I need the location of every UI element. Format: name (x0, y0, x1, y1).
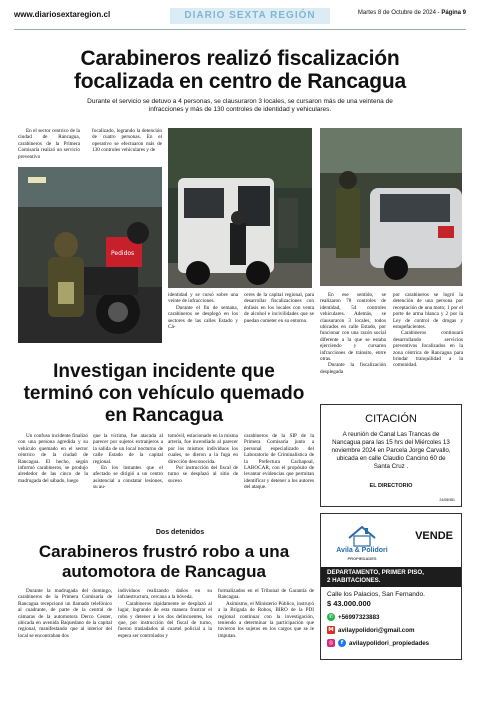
site-url[interactable]: www.diariosextaregion.cl (14, 10, 111, 19)
issue-date: Martes 8 de Octubre de 2024 - Página 9 (357, 10, 466, 16)
article2-col3: tomóvil, estacionado en la misma arteria, fue incendiado al parecer por los mismos individuos los cuales, se dieron a la fuga en dirección desconocida. Por instrucción del fiscal de turno se desplazó al sitio de suceso (168, 433, 238, 484)
citacion-notice (320, 404, 462, 507)
email-icon: M (328, 627, 334, 633)
police-motorcycle-photo (18, 167, 162, 343)
article1-col6: por carabineros se logró la detención de una persona por receptación de una moto; 1 por el porte de arma blanca y 2 por la Ley de control de drogas y estupefacientes. Carabineros continuará desarrollando servicios preventivos focalizados en la zona céntrica de Rancagua para brindar tranquilidad a la comunidad. (393, 292, 463, 369)
ad-email[interactable]: avilaypolidori@gmail.com (338, 626, 415, 634)
van-inspection-photo (168, 128, 312, 288)
ad-social[interactable]: avilaypolidori_propiedades (349, 639, 430, 647)
article1-col3: identidad y se cursó sobre una veinte de infracciones. Durante el fin de semana, carabineros se desplegó en los sectores de las calles Estado y Cá- (168, 292, 238, 331)
article3-kicker: Dos detenidos (155, 529, 205, 536)
ad-email-row[interactable] (327, 626, 415, 634)
ad-address: Calle los Palacios, San Fernando. (327, 591, 425, 598)
whatsapp-icon: ✆ (328, 614, 334, 620)
citacion-code: 24/08/981 (439, 498, 455, 502)
facebook-icon: f (338, 639, 346, 647)
ad-band: DEPARTAMENTO, PRIMER PISO, 2 HABITACIONES. (321, 567, 461, 587)
instagram-icon: ◎ (328, 640, 334, 646)
article1-col1: En el sector centrico de la ciudad de Rancagua, carabineros de la Primera Comisaría realizó un servicio preventivo (18, 128, 80, 160)
ad-price: $ 43.000.000 (327, 599, 371, 608)
article1-col2: focalizado, logrando la detención de cuatro personas. En el operativo se efectuaron más de 130 controles vehiculares y de (92, 128, 162, 154)
citacion-body: A reunión de Canal Las Trancas de Nancagua para las 15 hrs del Miércoles 13 noviembre 2024 en Parcela Jorge Carvallo, ubicada en calle Claudio Cancino 60 de Santa Cruz . (331, 431, 451, 470)
agency-sub: PROPIEDADES (347, 556, 377, 561)
article3-col2: individuos realizando daños en su infraestructura, cercana a la bóveda. Carabineros rápidamente se desplazó al lugar, logrando de esta manera frustrar el robo y detener a los dos delincuentes, los que, por instrucción del fiscal de turno, fueron trasladados al cuartel policial a la espera ser controlados y (118, 588, 212, 639)
article1-col5: En ese sentido, se realizaron 78 controles de identidad, 54 controles vehiculares. Además, se clausuraron 3 locales, todos ubicados en calle Estado, por funcionar con una razón social diferente a la que se estaba ejerciendo y cursaron infracciones de tránsito, entre otras. Durante la fiscalización desplegada (320, 292, 386, 375)
article1-title: Carabineros realizó fiscalización focalizada en centro de Rancagua (73, 47, 407, 93)
article1-col4: ceres de la capital regional, para desarrollar fiscalizaciones con énfasis en los locales con venta de alcohol e incivilidades que se puedan cometer en su entorno. (244, 292, 314, 324)
article3-col3: formalizados en el Tribunal de Garantía de Rancagua. Asimismo, el Ministerio Público, instruyó a la Brigada de Robos, BIRO de la PDI regional continuar con la investigación, teniendo a determinar la participación que tuvieron los sujetos en los cargos que se le imputan. (218, 588, 314, 639)
article2-col1: Un confuso incidente finalizó con una persona agredida y su vehículo quemado en el sector céntrico de la ciudad de Rancagua. El hecho, según informó carabineros, se produjo alrededor de las cinco de la madrugada del sábado, luego (18, 433, 88, 484)
ad-social-row[interactable] (327, 639, 429, 647)
article2-title: Investigan incidente que terminó con vehículo quemado en Rancagua (23, 361, 305, 426)
article1-lead: Durante el servicio se detuvo a 4 personas, se clausuraron 3 locales, se cursaron más de una veintena de infracciones y más de 130 controles de identidad y vehiculares. (87, 98, 393, 113)
ad-vende: VENDE (415, 530, 453, 542)
ad-phone-row[interactable] (327, 613, 379, 621)
article3-title: Carabineros frustró robo a una automotora de Rancagua (38, 542, 290, 581)
article3-col1: Durante la madrugada del domingo, carabineros de la Primera Comisaría de Rancagua recepcionó un llamado telefónico al cuadrante, de parte de la central de cámaras de la automotora Derco Center, ubicada en avenida Baquedano de la capital regional, manifestando que al interior del local se encontraban dos (18, 588, 112, 639)
svg-text:Pedidos: Pedidos (111, 250, 135, 257)
citacion-signature: EL DIRECTORIO (369, 483, 413, 489)
real-estate-ad (320, 513, 462, 660)
agency-logo (329, 520, 395, 564)
ad-phone[interactable]: +56997323883 (338, 613, 380, 621)
citacion-title: CITACIÓN (365, 413, 417, 425)
car-control-photo (320, 128, 462, 286)
agency-name: Avila & Polidori (336, 547, 388, 554)
article2-col2: que la víctima, fue atacada al parecer por sujetos extranjeros a la salida de un local nocturno de calle Estado de la capital regional. En los instantes que el afectado se dirigió a un centro asistencial a constatar lesiones, su au- (93, 433, 163, 491)
masthead: DIARIO SEXTA REGIÓN (170, 8, 330, 24)
page-header (14, 8, 466, 30)
article2-col4: carabineros de la SIP de la Primera Comisaría junto a personal especializado del Laboratorio de Criminalística de la Prefectura Cachapoal, LABOCAR, con el propósito de levantar evidencias que permitan identificar y detener a los autores del ataque. (244, 433, 314, 491)
